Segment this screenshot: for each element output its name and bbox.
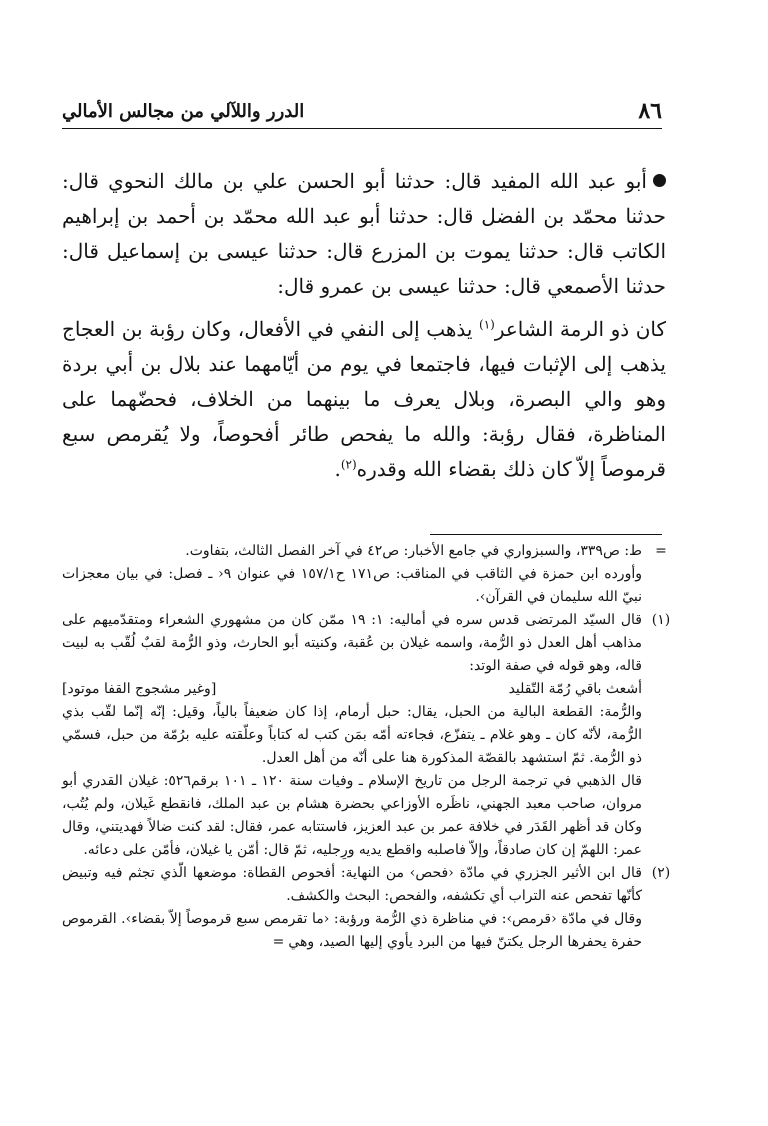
verse-first-hemistich: أشعث باقي رُمّة التّقليد: [508, 681, 642, 697]
continuation-mark: =: [655, 543, 667, 559]
page-number: ٨٦: [638, 98, 662, 124]
paragraph-2-part-1: كان ذو الرمة الشاعر: [494, 317, 667, 341]
footnote-1-text-a: قال السيّد المرتضى قدس سره في أماليه: ١: ١٩ ممّن كان من مشهوري الشعراء ومتقدّميهم على مذاهب أهل العدل ذو الرُّمة، واسمه غيلان بن عُقبة، وكنيته أبو الحارث، وذو الرُّمة لقبٌ لُقّب به لبيت قاله، وهو قوله في صفة الوتد:: [62, 612, 643, 674]
verse-second-hemistich: [وغير مشجوج القفا موتود]: [62, 681, 217, 697]
footnote-ref-2: (٢): [340, 457, 357, 472]
continuation-body: [62, 540, 642, 609]
footnote-2-end-mark: =: [272, 934, 285, 950]
paragraph-2-end: .: [334, 457, 341, 481]
header-rule: [62, 128, 662, 129]
paragraph-2-part-2: يذهب إلى النفي في الأفعال، وكان رؤبة بن العجاج يذهب إلى الإثبات فيها، فاجتمعا في يوم من أيّامهما عند بلال بن أبي بردة وهو والي البصرة، وبلال يعرف ما بينهما من الخلاف، فحضّهما على المناظرة، فقال رؤبة: والله ما يفحص طائر أفحوصاً، ولا يُقرمص سبع قرموصاً إلاّ كان ذلك بقضاء الله وقدره: [62, 317, 666, 481]
footnote-2-text-a: قال ابن الأثير الجزري في مادّة ‹فحص› من النهاية: أفحوص القطاة: موضعها الّذي تجثم فيه وتبيض كأنّها تفحص عنه التراب أي تكشفه، والفحص: البحث والكشف.: [62, 865, 642, 904]
footnote-ref-1: (١): [479, 317, 495, 332]
running-title: الدرر واللآلي من مجالس الأمالي: [62, 101, 305, 122]
continuation-line-1: ط: ص٣٣٩، والسبزواري في جامع الأخبار: ص٤٢ في آخر الفصل الثالث، بتفاوت.: [185, 543, 642, 559]
verse-line: [62, 678, 642, 701]
main-text: [62, 164, 666, 487]
footnote-continuation: [62, 540, 680, 609]
footnote-2-text-b-wrap: [62, 908, 642, 954]
footnote-1-text-c: قال الذهبي في ترجمة الرجل من تاريخ الإسلام ـ وفيات سنة ١٢٠ ـ ١٠١ برقم٥٢٦: غيلان القدري أبو مروان، صاحب معبد الجهني، ناظَره الأوزاعي بحضرة هشام بن عبد الملك، فانقطع غَيلان، ولم يُتُب، وكان قد أظهر القَدَر في خلافة عمر بن عبد العزيز، فاستتابه عمر، فقال: لقد كنت ضالاً فهديتني، وقال عمر: اللهمّ إن كان صادقاً، وإلاّ فاصلبه واقطع يديه ورِجليه، ثمّ قال: أمّن يا غيلان، فأمّن على دعائه.: [62, 773, 642, 858]
footnote-2-mark: (٢): [651, 865, 671, 881]
paragraph-chain-of-narration: [62, 164, 666, 304]
paragraph-narration: [62, 312, 666, 487]
paragraph-1-text: أبو عبد الله المفيد قال: حدثنا أبو الحسن علي بن مالك النحوي قال: حدثنا محمّد بن الفضل قال: حدثنا أبو عبد الله محمّد بن أحمد بن إبراهيم الكاتب قال: حدثنا يموت بن المزرع قال: حدثنا عيسى بن إسماعيل قال: حدثنا الأصمعي قال: حدثنا عيسى بن عمرو قال:: [62, 169, 666, 298]
footnote-2-body: [62, 862, 642, 954]
continuation-line-2: وأورده ابن حمزة في الثاقب في المناقب: ص١٧١ ح١٥٧/١ في عنوان ٩‹ ـ فصل: في بيان معجزات نبيّ الله سليمان في القرآن›.: [62, 566, 642, 605]
footnote-1: [62, 609, 680, 862]
bullet-icon: [653, 174, 666, 187]
footnote-2: [62, 862, 680, 954]
footnote-1-text-b: والرُّمة: القطعة البالية من الحبل، يقال: حبل أرمام، إذا كان ضعيفاً بالياً، وقيل: إنّه إنّما لقّب بذي الرُّمة، لأنّه كان ـ وهو غلام ـ يتفزّع، فجاءته أمّه بمَن كتب له كتاباً وعلّقته عليه برُمّة من حبل، فسمّي ذو الرُّمة. ثمّ استشهد بالقصّة المذكورة هنا على أنّه من أهل العدل.: [62, 704, 642, 766]
footnote-rule: [430, 534, 662, 535]
footnotes: [62, 540, 680, 954]
footnote-2-text-b: وقال في مادّة ‹قرمص›: في مناظرة ذي الرُّمة ورؤبة: ‹ما تقرمص سبع قرموصاً إلاّ بقضاء›. القرموص حفرة يحفرها الرجل يكتنّ فيها من البرد يأوي إليها الصيد، وهي: [62, 911, 642, 950]
page-header: [62, 96, 662, 126]
footnote-1-mark: (١): [651, 612, 671, 628]
footnote-1-body: [62, 609, 642, 862]
